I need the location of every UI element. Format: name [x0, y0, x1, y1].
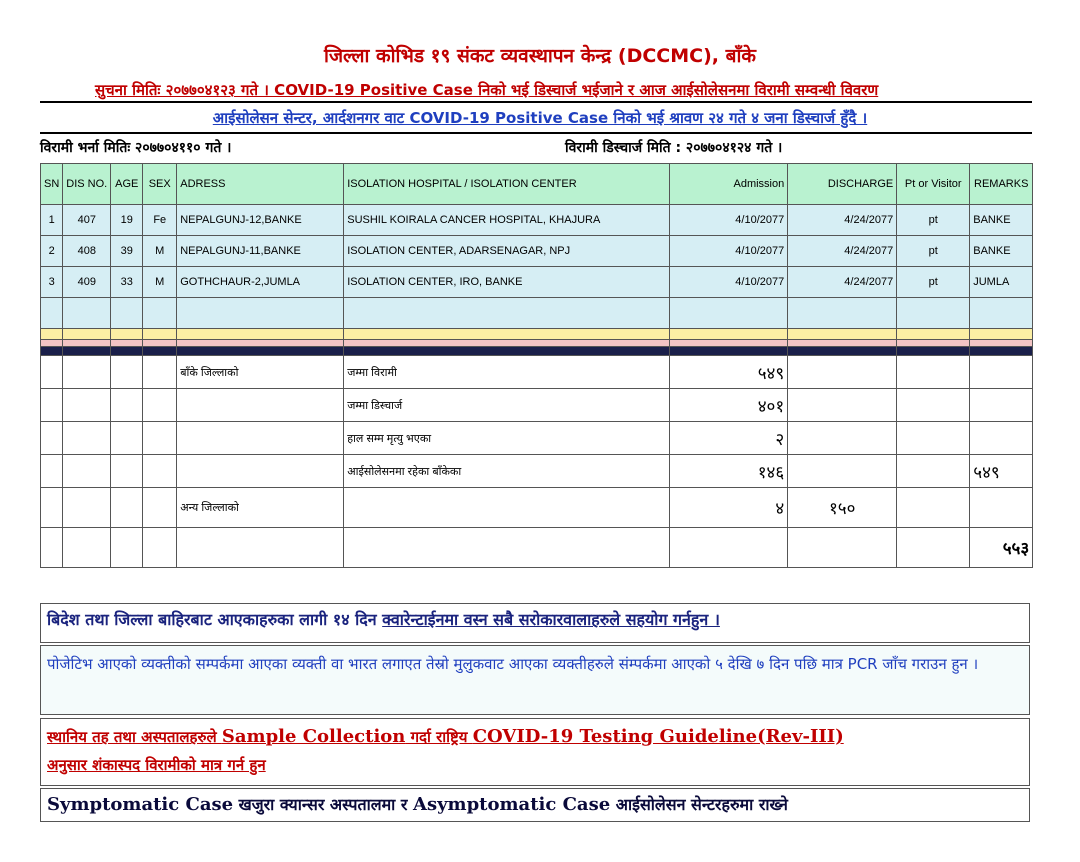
empty-row	[41, 298, 1033, 329]
summary-row	[41, 455, 1033, 488]
note-4-a: Symptomatic Case	[47, 794, 234, 815]
col-sex: SEX	[143, 164, 177, 205]
table-row	[41, 205, 1033, 236]
cell-address: GOTHCHAUR-2,JUMLA	[177, 267, 344, 298]
cell-age: 39	[111, 236, 143, 267]
cell-pt-visitor: pt	[897, 267, 970, 298]
cell-pt-visitor: pt	[897, 236, 970, 267]
col-isolation: ISOLATION HOSPITAL / ISOLATION CENTER	[344, 164, 670, 205]
cell-remarks: JUMLA	[970, 267, 1033, 298]
notice-case-placement	[40, 788, 1030, 822]
cell-sn: 2	[41, 236, 63, 267]
cell-address: NEPALGUNJ-11,BANKE	[177, 236, 344, 267]
note-1-underlined: क्वारेन्टाईनमा वस्न सबै सरोकारवालाहरुले सहयोग गर्नहुन ।	[382, 610, 720, 629]
note-1-text: बिदेश तथा जिल्ला बाहिरबाट आएकाहरुका लागी १४ दिन	[47, 610, 383, 629]
note-4-d: आईसोलेसन सेन्टरहरुमा राख्ने	[610, 795, 788, 814]
summary-row	[41, 488, 1033, 528]
cell-age: 33	[111, 267, 143, 298]
cell-admission: 4/10/2077	[670, 205, 788, 236]
banke-label: बाँके जिल्लाको	[177, 356, 344, 389]
deaths-value: २	[670, 422, 788, 455]
cell-isolation: SUSHIL KOIRALA CANCER HOSPITAL, KHAJURA	[344, 205, 670, 236]
other-discharge-value: १५०	[788, 488, 897, 528]
admit-date: विरामी भर्ना मितिः २०७७०४११० गते ।	[40, 140, 232, 156]
isolation-line: आईसोलेसन सेन्टर, आर्दशनगर वाट COVID-19 Positive Case निको भई श्रावण २४ गते ४ जना डिस्चार्ज हुँदै ।	[212, 109, 868, 127]
cell-sex: M	[143, 267, 177, 298]
cell-pt-visitor: pt	[897, 205, 970, 236]
notice-quarantine	[40, 603, 1030, 643]
notice-sample-collection	[40, 718, 1030, 786]
note-3-b: Sample Collection	[221, 726, 406, 747]
notice-text: सुचना मितिः २०७७०४१२३ गते । COVID-19 Positive Case निको भई डिस्चार्ज भईजाने र आज आईसोलेसनमा विरामी सम्वन्धी विवरण	[95, 81, 879, 99]
col-age: AGE	[111, 164, 143, 205]
note-4-b: खजुरा क्यान्सर अस्पतालमा र	[233, 795, 413, 814]
summary-row	[41, 356, 1033, 389]
note-3-line-2: अनुसार शंकास्पद विरामीको मात्र गर्न हुन	[47, 756, 266, 774]
cell-discharge: 4/24/2077	[788, 205, 897, 236]
total-discharge-value: ४०१	[670, 389, 788, 422]
banke-total-value: ५४९	[970, 455, 1033, 488]
cell-discharge: 4/24/2077	[788, 236, 897, 267]
divider	[40, 101, 1032, 103]
col-sn: SN	[41, 164, 63, 205]
patient-table	[40, 163, 1033, 568]
note-3-d: COVID-19 Testing Guideline(Rev-III)	[472, 726, 844, 747]
page-title: जिल्ला कोभिड १९ संकट व्यवस्थापन केन्द्र (DCCMC), बाँके	[324, 45, 756, 67]
dates-row	[40, 138, 1032, 157]
other-district-label: अन्य जिल्लाको	[177, 488, 344, 528]
cell-admission: 4/10/2077	[670, 236, 788, 267]
deaths-label: हाल सम्म मृत्यु भएका	[344, 422, 670, 455]
total-patients-label: जम्मा विरामी	[344, 356, 670, 389]
col-dis-no: DIS NO.	[63, 164, 111, 205]
cell-dis-no: 407	[63, 205, 111, 236]
divider	[40, 132, 1032, 134]
cell-address: NEPALGUNJ-12,BANKE	[177, 205, 344, 236]
summary-row	[41, 389, 1033, 422]
grand-total-value: ५५३	[970, 528, 1033, 568]
table-row	[41, 267, 1033, 298]
note-4-c: Asymptomatic Case	[412, 794, 611, 815]
col-remarks: REMARKS	[970, 164, 1033, 205]
spacer-row	[41, 340, 1033, 347]
cell-admission: 4/10/2077	[670, 267, 788, 298]
cell-remarks: BANKE	[970, 236, 1033, 267]
note-3-c: गर्दा राष्ट्रिय	[405, 728, 473, 746]
note-3-a: स्थानिय तह तथा अस्पतालहरुले	[47, 728, 222, 746]
notice-line	[95, 80, 1005, 100]
summary-row	[41, 528, 1033, 568]
cell-dis-no: 409	[63, 267, 111, 298]
col-discharge: DISCHARGE	[788, 164, 897, 205]
cell-dis-no: 408	[63, 236, 111, 267]
other-count-value: ४	[670, 488, 788, 528]
separator-row	[41, 347, 1033, 356]
summary-row	[41, 422, 1033, 455]
col-admission: Admission	[670, 164, 788, 205]
cell-remarks: BANKE	[970, 205, 1033, 236]
col-address: ADRESS	[177, 164, 344, 205]
total-patients-value: ५४९	[670, 356, 788, 389]
in-isolation-value: १४६	[670, 455, 788, 488]
cell-isolation: ISOLATION CENTER, ADARSENAGAR, NPJ	[344, 236, 670, 267]
cell-age: 19	[111, 205, 143, 236]
table-header	[41, 164, 1033, 205]
cell-discharge: 4/24/2077	[788, 267, 897, 298]
cell-isolation: ISOLATION CENTER, IRO, BANKE	[344, 267, 670, 298]
in-isolation-label: आईसोलेसनमा रहेका बाँकेका	[344, 455, 670, 488]
cell-sex: M	[143, 236, 177, 267]
cell-sex: Fe	[143, 205, 177, 236]
col-pt-visitor: Pt or Visitor	[897, 164, 970, 205]
spacer-row	[41, 329, 1033, 340]
discharge-date: विरामी डिस्चार्ज मिति : २०७७०४१२४ गते ।	[565, 140, 783, 156]
note-3-line-1	[47, 728, 844, 746]
notice-pcr: पोजेटिभ आएको व्यक्तीको सम्पर्कमा आएका व्यक्ती वा भारत लगाएत तेस्रो मुलुकवाट आएका व्यक्तीहरुले संम्पर्कमा आएको ५ देखि ७ दिन पछि मात्र PCR जाँच गराउन हुन ।	[40, 645, 1030, 715]
total-discharge-label: जम्मा डिस्चार्ज	[344, 389, 670, 422]
cell-sn: 3	[41, 267, 63, 298]
cell-sn: 1	[41, 205, 63, 236]
table-row	[41, 236, 1033, 267]
